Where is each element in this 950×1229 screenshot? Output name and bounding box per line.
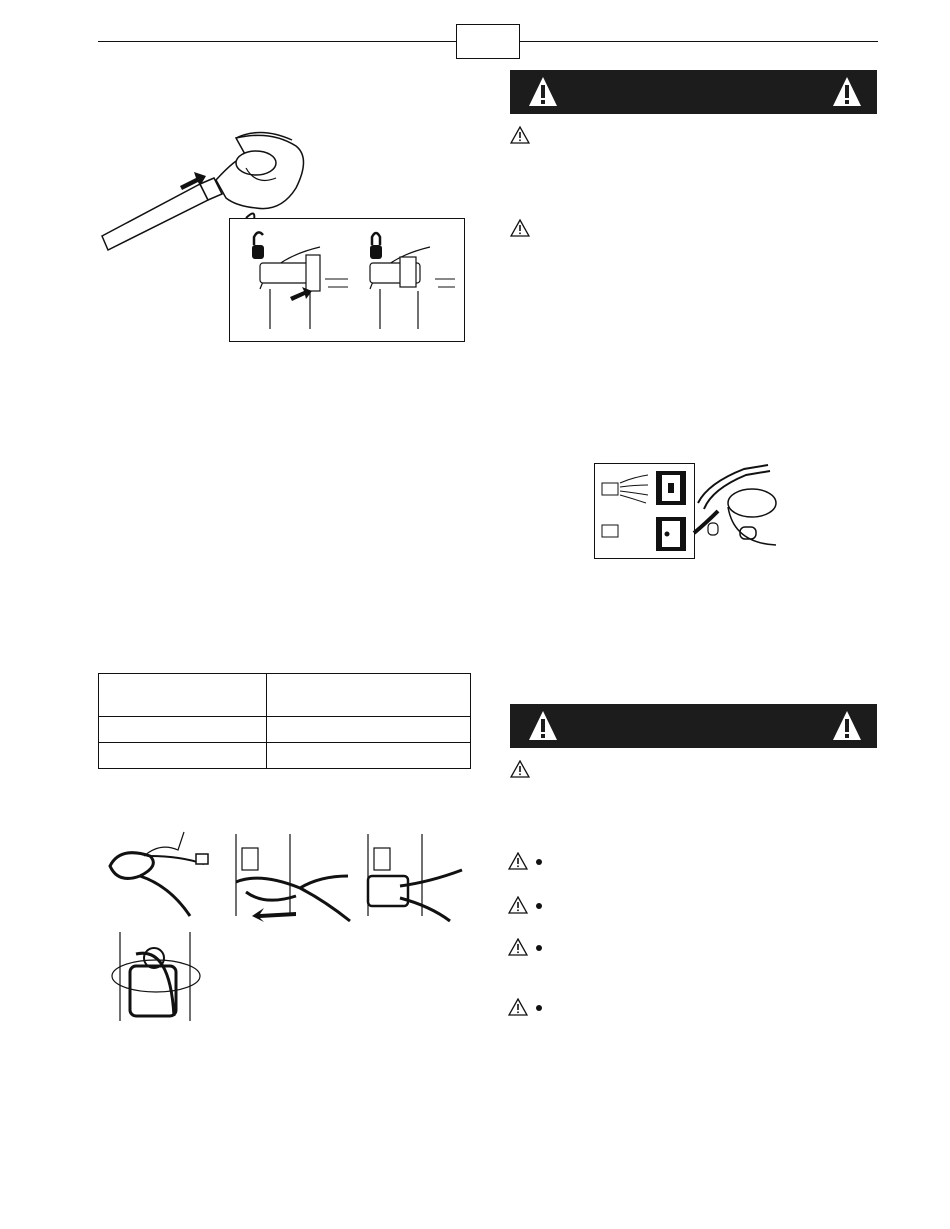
cord-step-2 — [236, 834, 350, 922]
blower-airflow-icon — [602, 475, 648, 503]
table-cell — [267, 743, 471, 769]
exclamation-triangle-icon — [832, 76, 862, 108]
table-cell — [99, 743, 267, 769]
lock-detail-box — [229, 218, 465, 342]
caution-triangle-icon — [510, 219, 530, 237]
table-row — [99, 674, 471, 717]
unlocked-padlock-icon — [252, 232, 264, 259]
table-row — [99, 743, 471, 769]
table-row — [99, 717, 471, 743]
warning-banner-1 — [510, 70, 877, 114]
switch-rocker-icon — [656, 517, 686, 551]
exclamation-triangle-icon — [528, 710, 558, 742]
caution-triangle-icon — [508, 852, 528, 870]
caution-triangle-icon — [508, 896, 528, 914]
warning-banner-2 — [510, 704, 877, 748]
exclamation-triangle-icon — [832, 710, 862, 742]
table-cell — [99, 674, 267, 717]
bullet-dot — [536, 859, 542, 865]
cord-step-3 — [368, 834, 462, 921]
bullet-dot — [536, 1005, 542, 1011]
cord-step-1 — [110, 832, 208, 916]
exclamation-triangle-icon — [528, 76, 558, 108]
header-rule-left — [98, 41, 456, 42]
header-rule-right — [518, 41, 878, 42]
caution-triangle-icon — [508, 938, 528, 956]
cord-retainer-figures — [100, 826, 470, 1026]
spec-table — [98, 673, 471, 769]
caution-triangle-icon — [510, 126, 530, 144]
bullet-dot — [536, 903, 542, 909]
table-cell — [267, 674, 471, 717]
switch-figure — [594, 463, 784, 559]
page-number-box — [456, 24, 520, 59]
table-cell — [267, 717, 471, 743]
caution-triangle-icon — [510, 760, 530, 778]
caution-triangle-icon — [508, 998, 528, 1016]
locked-padlock-icon — [370, 233, 382, 259]
table-cell — [99, 717, 267, 743]
bullet-dot — [536, 945, 542, 951]
cord-step-4 — [112, 932, 200, 1021]
switch-rocker-icon — [656, 471, 686, 505]
